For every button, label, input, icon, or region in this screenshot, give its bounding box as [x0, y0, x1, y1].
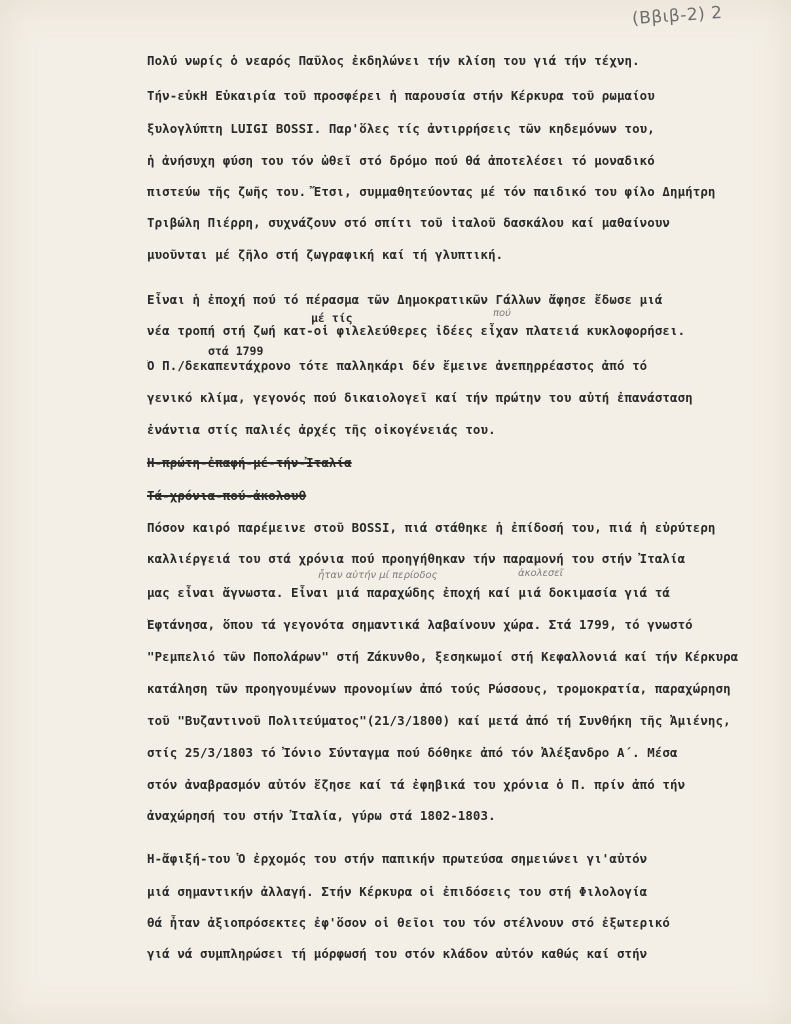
text-line: Πόσον καιρό παρέμεινε στοῦ BOSSI, πιά στάθηκε ἡ ἐπίδοσή του, πιά ἡ εὐρύτερη — [147, 520, 716, 535]
pencil-annotation: ἦταν αὐτήν μί περίοδος — [318, 570, 438, 581]
text-line: ξυλογλύπτη LUIGI BOSSI. Παρ'ὅλες τίς ἀντιρρήσεις τῶν κηδεμόνων του, — [147, 121, 655, 136]
text-line: γιά νά συμπληρώσει τή μόρφωσή του στόν κλάδον αὐτόν καθώς καί στήν — [147, 946, 648, 961]
text-line: Τήν-εὐκΗ Εὐκαιρία τοῦ προσφέρει ἡ παρουσία στήν Κέρκυρα τοῦ ρωμαίου — [147, 88, 655, 103]
interlinear-insertion: μέ τίς — [311, 311, 353, 325]
margin-note: (Ββιβ-2) 2 — [631, 2, 724, 30]
text-line: καλλιέργειά του στά χρόνια πού προηγήθηκαν τήν παραμονή του στήν Ἰταλία — [147, 551, 686, 566]
text-line: Ἡ-ἄφιξή-του Ὁ ἐρχομός του στήν παπικήν πρωτεύσα σημειώνει γι'αὐτόν — [147, 851, 648, 866]
text-line: τοῦ "Βυζαντινοῦ Πολιτεύματος"(21/3/1800) καί μετά ἀπό τή Συνθήκη τῆς Ἀμιένης, — [147, 713, 731, 728]
text-line: ἡ ἀνήσυχη φύση του τόν ὠθεῖ στό δρόμο πού θά ἀποτελέσει τό μοναδικό — [147, 153, 655, 168]
text-line: Ἑφτάνησα, ὅπου τά γεγονότα σημαντικά λαβαίνουν χώρα. Στά 1799, τό γνωστό — [147, 617, 693, 632]
text-line: θά ἦταν ἀξιοπρόσεκτες ἐφ'ὅσον οἱ θεῖοι του τόν στέλνουν στό ἐξωτερικό — [147, 915, 671, 930]
text-line: ἀναχώρησή του στήν Ἰταλία, γύρω στά 1802-1803. — [147, 808, 496, 823]
struck-heading-line: Τά-χρόνια-πού-ἀκολουθ — [147, 488, 307, 503]
text-line: στόν ἀναβρασμόν αὐτόν ἔζησε καί τά ἐφηβικά του χρόνια ὁ Π. πρίν ἀπό τήν — [147, 777, 686, 792]
text-line: Τριβώλη Πιέρρη, συχνάζουν στό σπίτι τοῦ ἰταλοῦ δασκάλου καί μαθαίνουν — [147, 215, 671, 230]
text-line: ἐνάντια στίς παλιές ἀρχές τῆς οἰκογένειάς του. — [147, 422, 496, 437]
pencil-annotation: ἀκολεσεῖ — [518, 568, 564, 579]
struck-heading-line: Ἡ-πρώτη-ἐπαφή-μέ-τήν-Ἰταλία — [147, 455, 352, 470]
text-line: γενικό κλίμα, γεγονός πού δικαιολογεῖ καί τήν πρώτην του αὐτή ἐπανάσταση — [147, 390, 693, 405]
text-line: μας εἶναι ἄγνωστα. Εἶναι μιά παραχώδης ἐποχή καί μιά δοκιμασία γιά τά — [147, 585, 671, 600]
text-line: Ὁ Π./δεκαπεντάχρονο τότε παλληκάρι δέν ἔμεινε ἀνεπηρρέαστος ἀπό τό — [147, 358, 648, 373]
text-line: "Ρεμπελιό τῶν Ποπολάρων" στή Ζάκυνθο, ξεσηκωμοί στή Κεφαλλονιά καί τήν Κέρκυρα — [147, 649, 739, 664]
interlinear-insertion: στά 1799 — [208, 344, 264, 358]
text-line: νέα τροπή στή ζωή κατ-οἱ φιλελεύθερες ἰδέες εἶχαν πλατειά κυκλοφορήσει. — [147, 323, 686, 338]
pencil-annotation: πού — [493, 308, 511, 319]
text-line: μυοῦνται μέ ζῆλο στή ζωγραφική καί τή γλυπτική. — [147, 247, 504, 262]
text-line: Εἶναι ἡ ἐποχή πού τό πέρασμα τῶν Δημοκρατικῶν Γάλλων ἄφησε ἔδωσε μιά — [147, 292, 663, 307]
text-line: Πολύ νωρίς ὁ νεαρός Παῦλος ἐκδηλώνει τήν κλίση του γιά τήν τέχνη. — [147, 53, 640, 68]
text-line: μιά σημαντικήν ἀλλαγή. Στήν Κέρκυρα οἱ ἐπιδόσεις του στή Φιλολογία — [147, 884, 648, 899]
text-line: στίς 25/3/1803 τό Ἰόνιο Σύνταγμα πού δόθηκε ἀπό τόν Ἀλέξανδρο Α΄. Μέσα — [147, 745, 678, 760]
text-line: κατάληση τῶν προηγουμένων προνομίων ἀπό τούς Ρώσσους, τρομοκρατία, παραχώρηση — [147, 681, 731, 696]
text-line: πιστεύω τῆς ζωῆς του. Ἔτσι, συμμαθητεύοντας μέ τόν παιδικό του φίλο Δημήτρη — [147, 184, 716, 199]
